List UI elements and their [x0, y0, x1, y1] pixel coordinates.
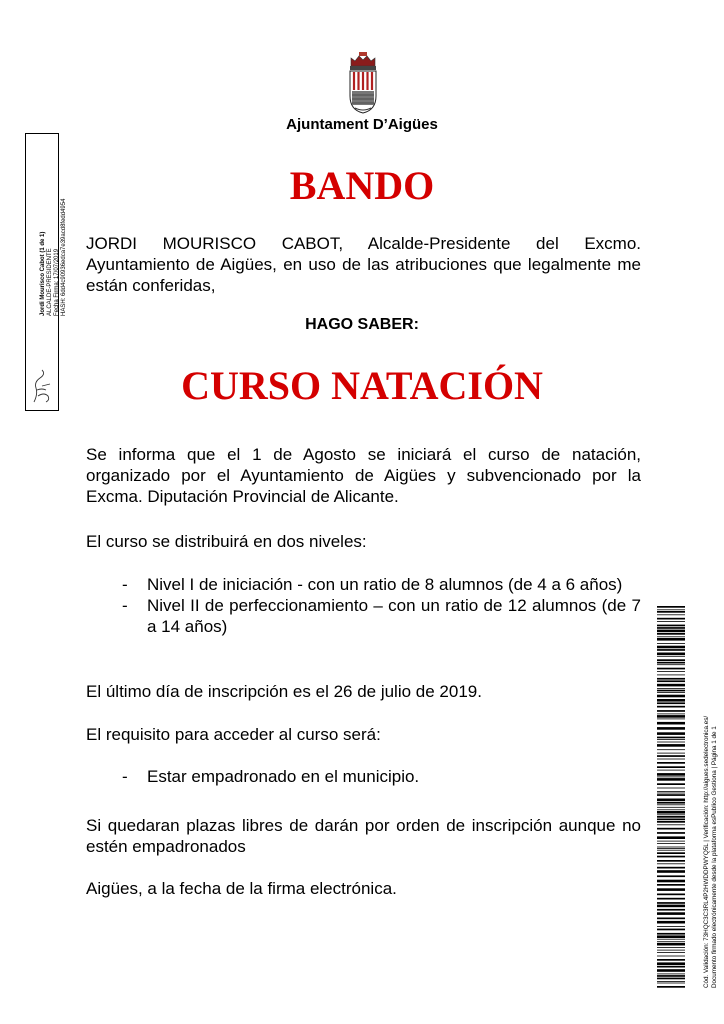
signature-date: Fecha Firma: 17/07/2019	[54, 248, 60, 316]
barcode-bar	[657, 643, 685, 644]
barcode-bar	[657, 611, 685, 613]
requirements-list	[122, 766, 641, 787]
barcode-bar	[657, 986, 685, 988]
barcode-bar	[657, 814, 685, 815]
bullet-dash: -	[122, 575, 128, 594]
barcode-bar	[657, 783, 685, 785]
barcode-bar	[657, 888, 685, 891]
barcode-bar	[657, 788, 685, 789]
barcode-bar	[657, 969, 685, 972]
barcode-bar	[657, 653, 685, 656]
validation-code: Cód. Validación: 73HQC3C3RL4P2HWDDPWYQ5L | Verificación: http://aigues.sedelectronica.es/	[703, 715, 710, 988]
barcode-bar	[657, 710, 685, 712]
barcode-bar	[657, 727, 685, 730]
barcode-bar	[657, 935, 685, 938]
barcode-bar	[657, 671, 685, 672]
requirement-intro: El requisito para acceder al curso será:	[86, 725, 381, 744]
validation-text	[703, 716, 719, 988]
barcode-bar	[657, 804, 685, 805]
barcode-bar	[657, 836, 685, 839]
barcode-bar	[657, 918, 685, 920]
barcode-bar	[657, 770, 685, 771]
barcode-bar	[657, 939, 685, 940]
barcode-bar	[657, 732, 685, 735]
barcode-bar	[657, 744, 685, 747]
barcode-bar	[657, 688, 685, 689]
list-item	[122, 766, 641, 787]
barcode-bar	[657, 664, 685, 665]
barcode-bar	[657, 981, 685, 982]
barcode-bar	[657, 646, 685, 649]
barcode-bar	[657, 749, 685, 750]
closing-line: Aigües, a la fecha de la firma electrónica.	[86, 879, 397, 898]
barcode-bar	[657, 884, 685, 886]
barcode-bar	[657, 867, 685, 869]
barcode-bar	[657, 860, 685, 862]
barcode-bar	[657, 943, 685, 946]
bullet-dash: -	[122, 596, 128, 615]
barcode-bar	[657, 742, 685, 743]
barcode-bar	[657, 627, 685, 629]
intro-paragraph: JORDI MOURISCO CABOT, Alcalde-Presidente del Excmo. Ayuntamiento de Aigües, en uso de las atribuciones que legalmente me están conferidas,	[86, 234, 641, 295]
info-paragraph: Se informa que el 1 de Agosto se iniciará el curso de natación, organizado por el Ayuntamiento de Aigües y subvencionado por la Excma. Diputación Provincial de Alicante.	[86, 445, 641, 506]
barcode-bar	[657, 609, 685, 610]
levels-intro: El curso se distribuirá en dos niveles:	[86, 532, 367, 551]
barcode-bar	[657, 941, 685, 942]
barcode-bar	[657, 766, 685, 768]
barcode-bar	[657, 824, 685, 825]
barcode-bar	[657, 662, 685, 664]
barcode-bar	[657, 962, 685, 965]
barcode-bar	[657, 668, 685, 670]
barcode-bar	[657, 739, 685, 740]
barcode-bar	[657, 832, 685, 834]
barcode-bar	[657, 821, 685, 823]
hago-saber-heading: HAGO SABER:	[305, 316, 419, 333]
level-2-text: Nivel II de perfeccionamiento – con un ratio de 12 alumnos (de 7 a 14 años)	[147, 596, 641, 636]
barcode-bar	[657, 841, 685, 842]
barcode-bar	[657, 856, 685, 858]
barcode-bar	[657, 715, 685, 718]
barcode-bar	[657, 956, 685, 957]
barcode-bar	[657, 621, 685, 622]
levels-list	[122, 574, 641, 637]
barcode-bar	[657, 950, 685, 951]
barcode-bar	[657, 811, 685, 814]
barcode-bar	[657, 794, 685, 796]
barcode-bar	[657, 863, 685, 864]
barcode-bar	[657, 926, 685, 927]
subject-title: CURSO NATACIÓN	[181, 363, 543, 408]
barcode-bar	[657, 618, 685, 620]
barcode-bar	[657, 852, 685, 854]
barcode-bar	[657, 773, 685, 776]
barcode-bar	[657, 737, 685, 739]
last-day-paragraph: El último día de inscripción es el 26 de julio de 2019.	[86, 682, 482, 701]
barcode-bar	[657, 959, 685, 961]
barcode-bar	[657, 684, 685, 687]
barcode-bar	[657, 912, 685, 915]
bullet-dash: -	[122, 767, 128, 786]
barcode-bar	[657, 649, 685, 651]
barcode-bar	[657, 656, 685, 657]
barcode-bar	[657, 870, 685, 873]
barcode-bar	[657, 778, 685, 781]
barcode-bar	[657, 753, 685, 754]
barcode-bar	[657, 692, 685, 693]
barcode-bar	[657, 847, 685, 848]
barcode-bar	[657, 905, 685, 908]
barcode-bar	[657, 894, 685, 896]
barcode-bar	[657, 850, 685, 851]
barcode-bar	[657, 809, 685, 810]
barcode-bar	[657, 802, 685, 804]
barcode-bar	[657, 909, 685, 911]
barcode-bar	[657, 690, 685, 692]
entity-name: Ajuntament D’Aigües	[286, 116, 438, 133]
barcode-bar	[657, 807, 685, 808]
barcode-bar	[657, 929, 685, 931]
barcode-bar	[657, 614, 685, 615]
barcode-bar	[657, 843, 685, 844]
barcode-bar	[657, 625, 685, 627]
handwritten-signature-icon	[28, 366, 56, 406]
barcode-bar	[657, 791, 685, 792]
barcode-bar	[657, 606, 685, 608]
barcode-bar	[657, 714, 685, 715]
coat-of-arms-icon	[347, 52, 379, 114]
barcode-bar	[657, 722, 685, 725]
barcode-bar	[657, 777, 685, 778]
barcode-bar	[657, 966, 685, 968]
barcode-bar	[657, 762, 685, 764]
validation-barcode	[657, 606, 685, 989]
barcode-bar	[657, 898, 685, 900]
barcode-bar	[657, 719, 685, 720]
barcode-bar	[657, 921, 685, 924]
barcode-bar	[657, 902, 685, 904]
barcode-bar	[657, 819, 685, 821]
barcode-bar	[657, 702, 685, 704]
barcode-bar	[657, 638, 685, 641]
signature-hash: HASH: 6dd4c90936edca7e39acd8fedd4954	[61, 198, 67, 316]
barcode-bar	[657, 816, 685, 818]
barcode-bar	[657, 755, 685, 757]
signer-name: Jordi Mourisco Cabot (1 de 1)	[40, 231, 46, 316]
requirement-1-text: Estar empadronado en el municipio.	[147, 767, 420, 786]
free-places-paragraph: Si quedaran plazas libres de darán por orden de inscripción aunque no estén empadronados	[86, 816, 641, 856]
barcode-bar	[657, 974, 685, 975]
barcode-bar	[657, 793, 685, 794]
barcode-bar	[657, 983, 685, 984]
validation-platform: Documento firmado electrónicamente desde la plataforma esPublico Gestiona | Página 1 de 1	[711, 726, 718, 988]
signer-role: ALCALDE-PRESIDENTE	[47, 248, 53, 316]
barcode-bar	[657, 680, 685, 682]
barcode-bar	[657, 678, 685, 680]
barcode-bar	[657, 978, 685, 980]
barcode-bar	[657, 875, 685, 877]
barcode-bar	[657, 975, 685, 977]
barcode-bar	[657, 952, 685, 953]
barcode-bar	[657, 947, 685, 948]
document-type-title: BANDO	[289, 163, 435, 208]
barcode-bar	[657, 706, 685, 708]
barcode-bar	[657, 799, 685, 802]
signature-details	[40, 199, 68, 316]
barcode-bar	[657, 828, 685, 830]
level-1-text: Nivel I de iniciación - con un ratio de 8 alumnos (de 4 a 6 años)	[147, 575, 623, 594]
barcode-bar	[657, 933, 685, 935]
list-item	[122, 595, 641, 637]
barcode-bar	[657, 699, 685, 702]
barcode-bar	[657, 636, 685, 637]
barcode-bar	[657, 880, 685, 883]
barcode-bar	[657, 848, 685, 849]
list-item	[122, 574, 641, 595]
barcode-bar	[657, 633, 685, 635]
barcode-bar	[657, 675, 685, 676]
barcode-bar	[657, 630, 685, 633]
barcode-bar	[657, 759, 685, 760]
barcode-bar	[657, 659, 685, 661]
barcode-bar	[657, 695, 685, 698]
